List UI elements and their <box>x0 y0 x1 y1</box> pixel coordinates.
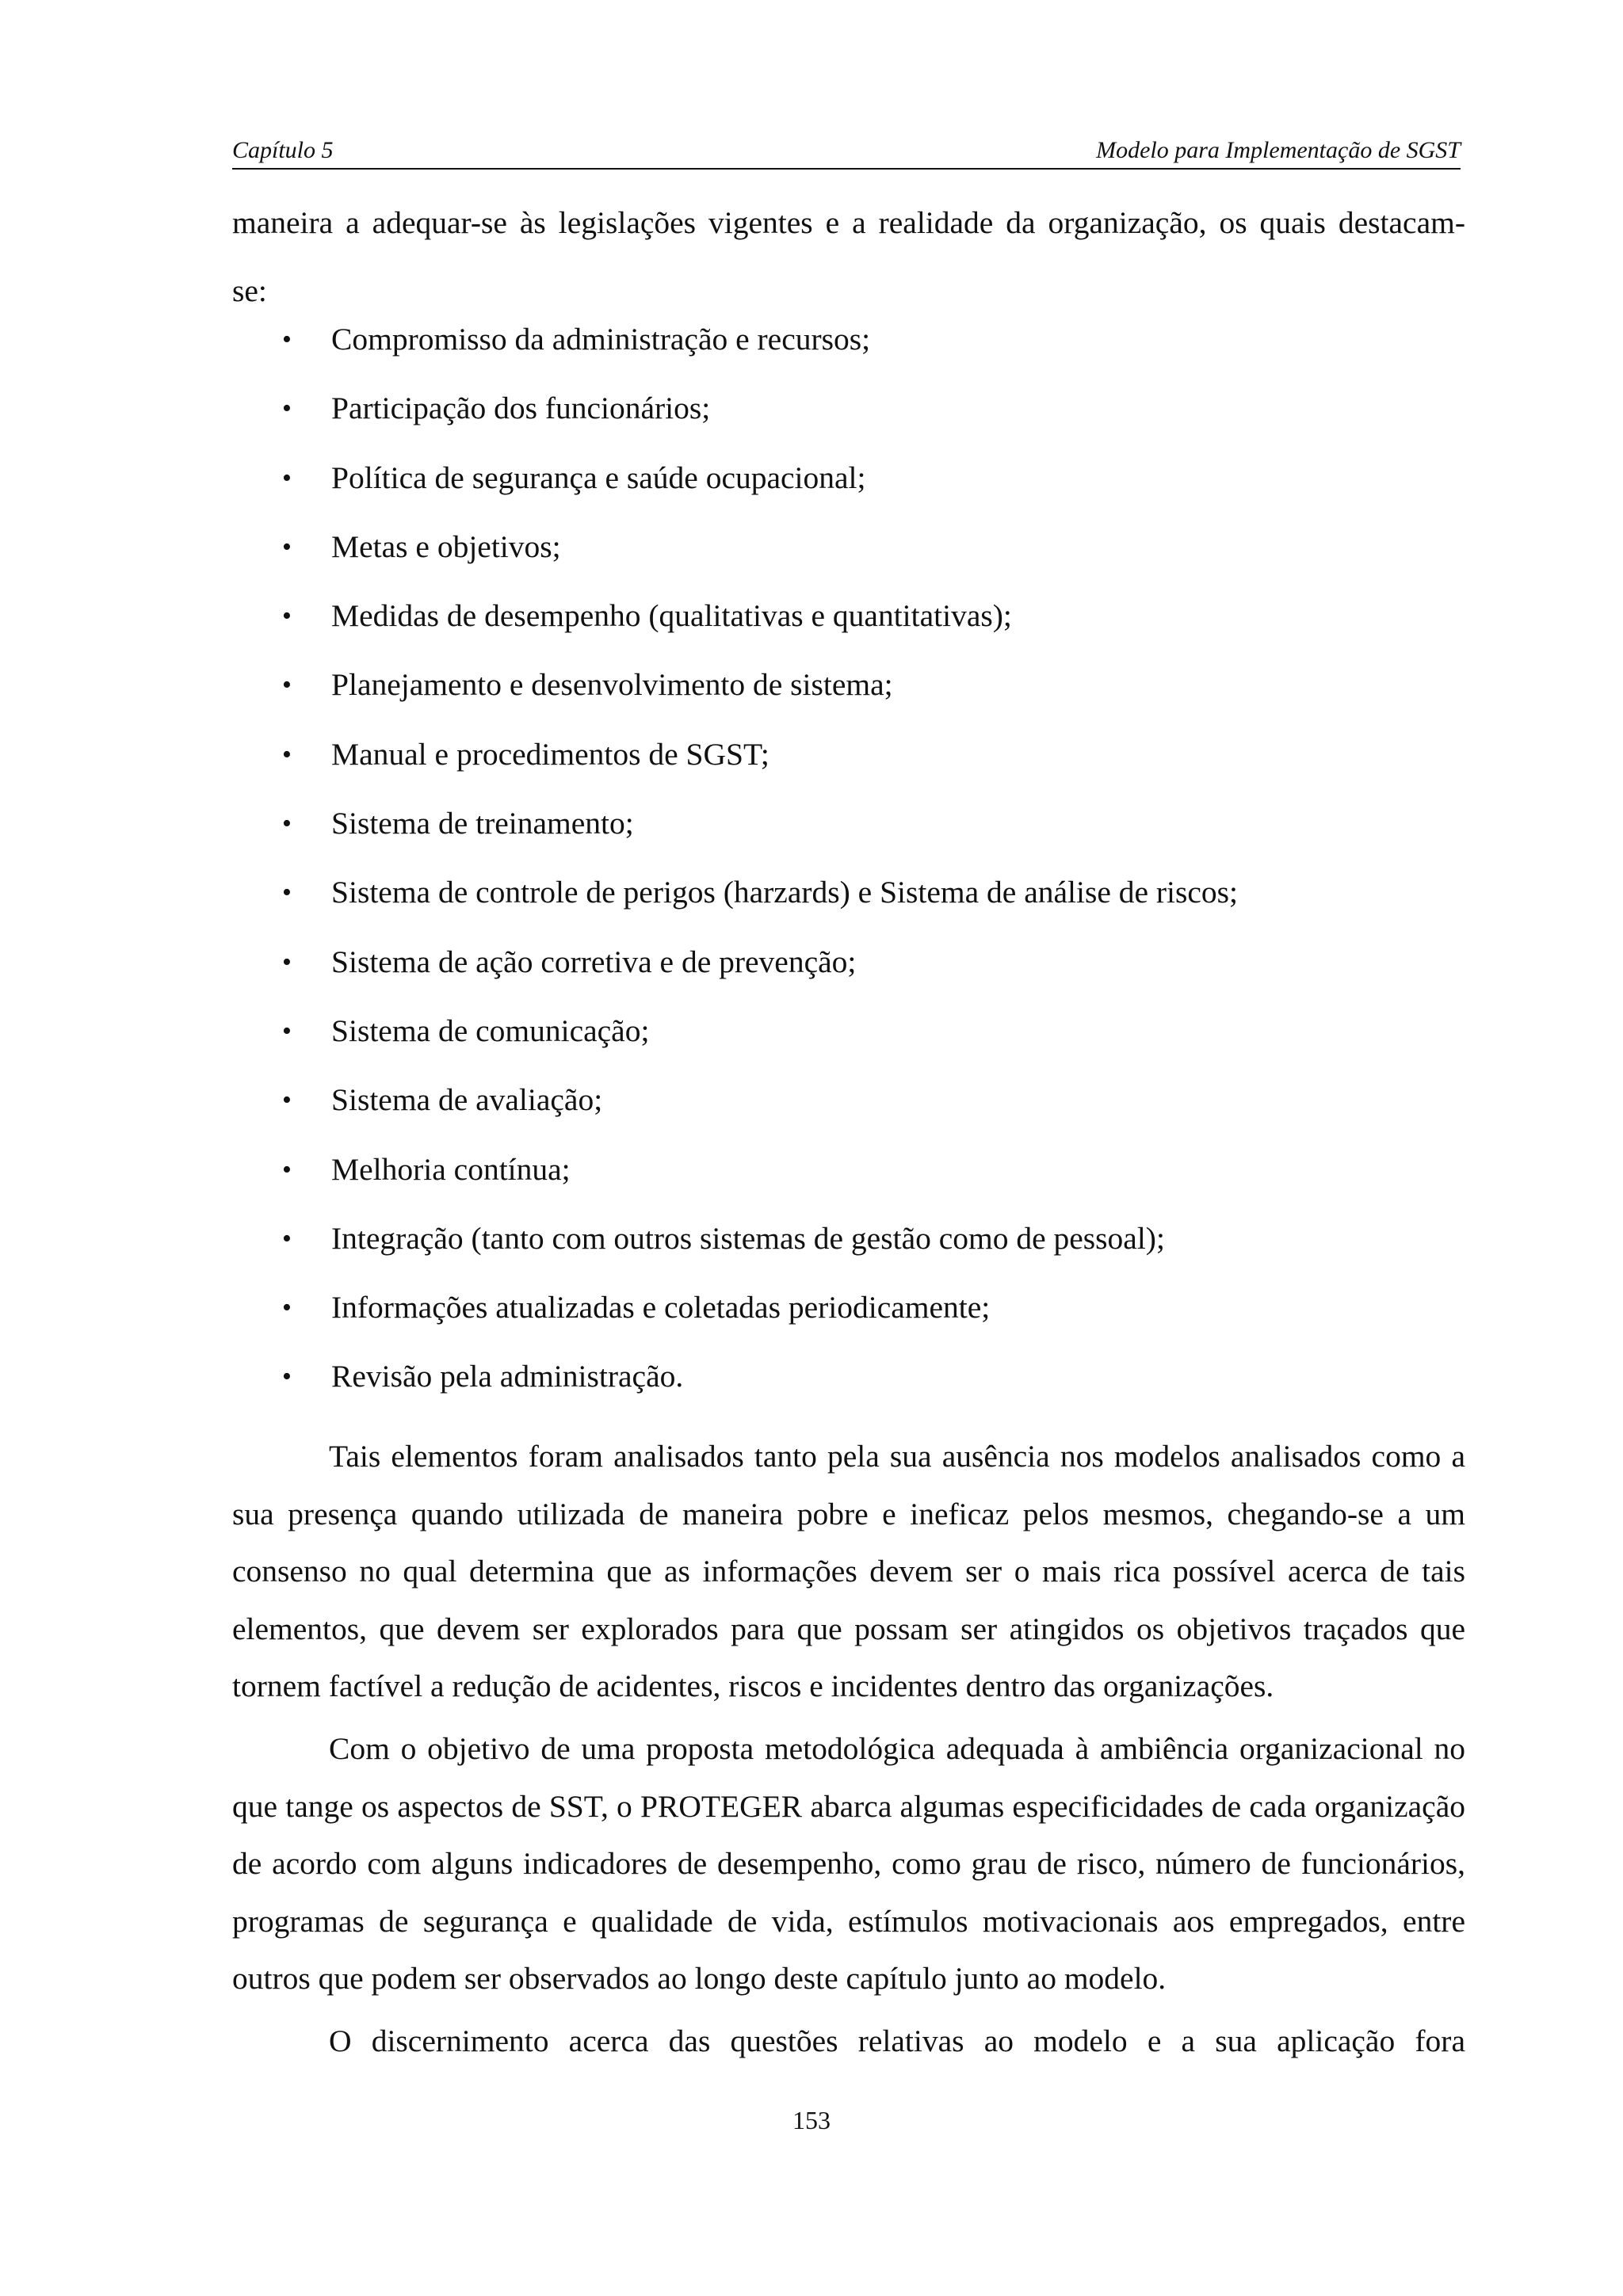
list-item: • Compromisso da administração e recursos; <box>232 305 1465 374</box>
list-item: • Revisão pela administração. <box>232 1342 1465 1411</box>
list-item: • Sistema de treinamento; <box>232 789 1465 858</box>
list-item: • Medidas de desempenho (qualitativas e quantitativas); <box>232 582 1465 650</box>
list-item: • Política de segurança e saúde ocupacional; <box>232 444 1465 513</box>
intro-line-2: se: <box>232 273 267 308</box>
bullet-icon: • <box>282 878 292 908</box>
bullet-icon: • <box>282 1293 292 1323</box>
bullet-icon: • <box>282 1223 292 1253</box>
list-item: • Informações atualizadas e coletadas periodicamente; <box>232 1273 1465 1342</box>
paragraph-discernment: O discernimento acerca das questões relativas ao modelo e a sua aplicação fora <box>329 2023 1465 2058</box>
bullet-icon: • <box>282 601 292 631</box>
paragraph-proteger: Com o objetivo de uma proposta metodológica adequada à ambiência organizacional no que tange os aspectos de SST, o PROTEGER abarca algumas especificidades de cada organização de acordo com alguns indicadores de desempenho, como grau de risco, número de funcionários, programas de segurança e qualidade de vida, estímulos motivacionais aos empregados, entre outros que podem ser observados ao longo deste capítulo junto ao modelo. <box>232 1731 1465 1997</box>
list-item: • Sistema de controle de perigos (harzards) e Sistema de análise de riscos; <box>232 858 1465 927</box>
bullet-icon: • <box>282 809 292 839</box>
list-item: • Sistema de comunicação; <box>232 997 1465 1066</box>
list-item: • Participação dos funcionários; <box>232 374 1465 443</box>
bullet-icon: • <box>282 670 292 700</box>
list-item: • Sistema de ação corretiva e de prevenção; <box>232 928 1465 997</box>
bullet-icon: • <box>282 463 292 493</box>
bullet-icon: • <box>282 1016 292 1046</box>
bullet-icon: • <box>282 1085 292 1116</box>
intro-line-1: maneira a adequar-se às legislações vigentes e a realidade da organização, os quais destacam- <box>232 205 1465 240</box>
bullet-icon: • <box>282 739 292 769</box>
bullet-icon: • <box>282 532 292 562</box>
bullet-icon: • <box>282 394 292 424</box>
list-item: • Integração (tanto com outros sistemas de gestão como de pessoal); <box>232 1204 1465 1273</box>
list-item: • Metas e objetivos; <box>232 513 1465 582</box>
page-number: 153 <box>792 2106 831 2134</box>
list-item: • Planejamento e desenvolvimento de sistema; <box>232 650 1465 719</box>
chapter-label: Capítulo 5 <box>232 137 334 163</box>
bullet-icon: • <box>282 947 292 977</box>
elements-list <box>232 305 1465 1412</box>
bullet-icon: • <box>282 1154 292 1184</box>
list-item: • Melhoria contínua; <box>232 1135 1465 1204</box>
list-item: • Manual e procedimentos de SGST; <box>232 720 1465 789</box>
page-header <box>232 133 1461 170</box>
bullet-icon: • <box>282 1362 292 1392</box>
list-item: • Sistema de avaliação; <box>232 1066 1465 1135</box>
bullet-icon: • <box>282 325 292 354</box>
paragraph-elements-analysis: Tais elementos foram analisados tanto pela sua ausência nos modelos analisados como a sua presença quando utilizada de maneira pobre e ineficaz pelos mesmos, chegando-se a um consenso no qual determina que as informações devem ser o mais rica possível acerca de tais elementos, que devem ser explorados para que possam ser atingidos os objetivos traçados que tornem factível a redução de acidentes, riscos e incidentes dentro das organizações. <box>232 1439 1465 1704</box>
chapter-title: Modelo para Implementação de SGST <box>1096 137 1461 163</box>
